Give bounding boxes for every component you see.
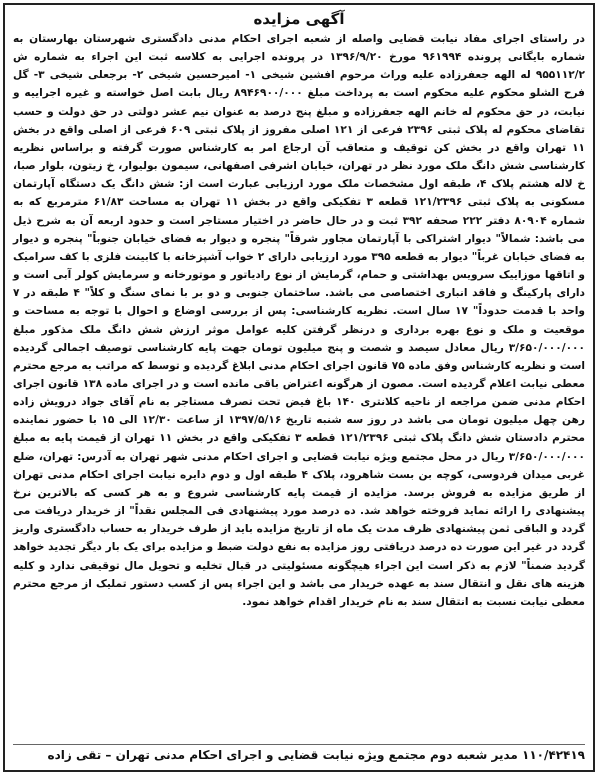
notice-body: در راستای اجرای مفاد نیابت قضایی واصله از شعبه اجرای احکام مدنی دادگستری شهرستان بهارستان به شماره بایگانی پرونده ۹۶۱۹۹۴ مورخ ۱۳۹۶/۹/۲۰ در پرونده اجرایی به کلاسه ثبت این اجراء به شماره ش ۹۵۵۱۱۲/۲ له الهه جعفرزاده علیه وراث مرحوم افشین شیخی ۱- امیرحسین شیخی ۲- برجعلی شیخی ۳- گل فرح الشلو محکوم علیه محکوم است به پرداخت مبلغ ۸۹۴۶۹۰۰/۰۰۰ ریال بابت اصل خواسته و غیره اجراییه و نیابت، در حق محکوم له خانم الهه جعفرزاده و مبلغ پنج درصد به عنوان نیم عشر دولتی در حق دولت و حسب تقاضای محکوم له پلاک ثبتی ۲۳۹۶ فرعی از ۱۲۱ اصلی مفروز از پلاک ثبتی ۶۰۹ فرعی از اصلی واقع در بخش ۱۱ تهران واقع در بخش کن توقیف و متعاقب آن ارجاع امر به کارشناس صورت گرفته و براساس نظریه کارشناسی شش دانگ ملک مورد نظر در تهران، خیابان اشرفی اصفهانی، سیمون بولیوار، خ زیتون، بلوار صبا، خ لاله هشتم پلاک ۴، طبقه اول مشخصات ملک مورد ارزیابی عبارت است از: شش دانگ یک دستگاه آپارتمان مسکونی به پلاک ثبتی ۱۲۱/۲۳۹۶ قطعه ۳ تفکیکی واقع در بخش ۱۱ تهران به مساحت ۶۱/۸۳ مترمربع که به شماره ۸۰۹۰۴ دفتر ۲۲۲ صحفه ۳۹۲ ثبت و در حال حاضر در اختیار مستاجر است و حدود اربعه آن به شرح ذیل می باشد: شمالاً" دیوار اشتراکی با آپارتمان مجاور شرقاً" پنجره و دیوار به فضای خیابان جنوباً" پنجره و دیوار به فضای خیابان غرباً" دیوار به قطعه ۳۹۵ مورد ارزیابی دارای ۲ خواب آشپزخانه با کابینت فلزی با کف سرامیک و اتاقها موزاییک سرویس بهداشتی و حمام، گرمایش از نوع رادیاتور و موتورخانه و سرمایش کولر آبی است و دارای پارکینگ و فاقد انباری اختصاصی می باشد. ساختمان جنوبی و دو بر با نمای سنگ و کلاً" ۴ طبقه در ۷ واحد با قدمت حدوداً" ۱۷ سال است. نظریه کارشناسی: پس از بررسی اوضاع و احوال با توجه به مساحت و موقعیت و ملک و نوع بهره برداری و درنظر گرفتن کلیه عوامل موثر ارزش شش دانگ ملک مذکور مبلغ ۳/۶۵۰/۰۰۰/۰۰۰ ریال معادل سیصد و شصت و پنج میلیون تومان جهت پایه کارشناسی توصیف اجمالی گردیده است و نظریه کارشناس وفق ماده ۷۵ قانون اجرای احکام مدنی ابلاغ گردیده و توسط که مراتب به مرجع محترم معطی نیابت اعلام گردیده است. مصون از هرگونه اعتراض باقی مانده است و در اجرای ماده ۱۳۸ قانون اجرای احکام مدنی ضمن مراجعه از ناحیه کلانتری ۱۴۰ باغ فیض تحت تصرف مستاجر به نام آقای جواد درویش زاده رهن چهل میلیون تومان می باشد در روز سه شنبه تاریخ ۱۳۹۷/۵/۱۶ از ساعت ۱۲/۳۰ الی ۱۵ با حضور نماینده محترم دادستان شش دانگ پلاک ثبتی ۱۲۱/۲۳۹۶ قطعه ۳ تفکیکی واقع در بخش ۱۱ تهران از قیمت پایه به مبلغ ۳/۶۵۰/۰۰۰/۰۰۰ ریال در محل مجتمع ویژه نیابت قضایی و اجرای احکام مدنی شهر تهران به آدرس: تهران، ضلع غربی میدان فردوسی، کوچه بن بست شاهرود، پلاک ۴ طبقه اول و دوم دایره نیابت اجرای احکام مدنی تهران از طریق مزایده به فروش برسد. مزایده از قیمت پایه کارشناسی شروع و به هر کسی که بالاترین نرخ پیشنهادی را ارائه نماید فروخته خواهد شد. ده درصد مورد پیشنهادی فی المجلس نقداً" از خریدار دریافت می گردد و الباقی ثمن پیشنهادی ظرف مدت یک ماه از تاریخ مزایده باید از طرف خریدار به حساب دادگستری واریز گردد در غیر این صورت ده درصد دریافتی روز مزایده به نفع دولت ضبط و مزایده برای یک بار دیگر تجدید خواهد گردید ضمناً" لازم به ذکر است این اجراء هیچگونه مسئولیتی در قبال تخلیه و تحویل مال توقیفی ندارد و کلیه هزینه های نقل و انتقال سند به عهده خریدار می باشد و این اجراء پس از کسب دستور تملیک از مرجع محترم معطی نیابت نسبت به انتقال سند به نام خریدار اقدام خواهد نمود. — [13, 33, 586, 608]
auction-notice — [3, 3, 595, 772]
notice-signature: ۱۱۰/۴۲۴۱۹ مدیر شعبه دوم مجتمع ویژه نیابت قضایی و اجرای احکام مدنی تهران – تقی زاده — [13, 744, 585, 764]
notice-title: آگهی مزایده — [253, 10, 345, 28]
